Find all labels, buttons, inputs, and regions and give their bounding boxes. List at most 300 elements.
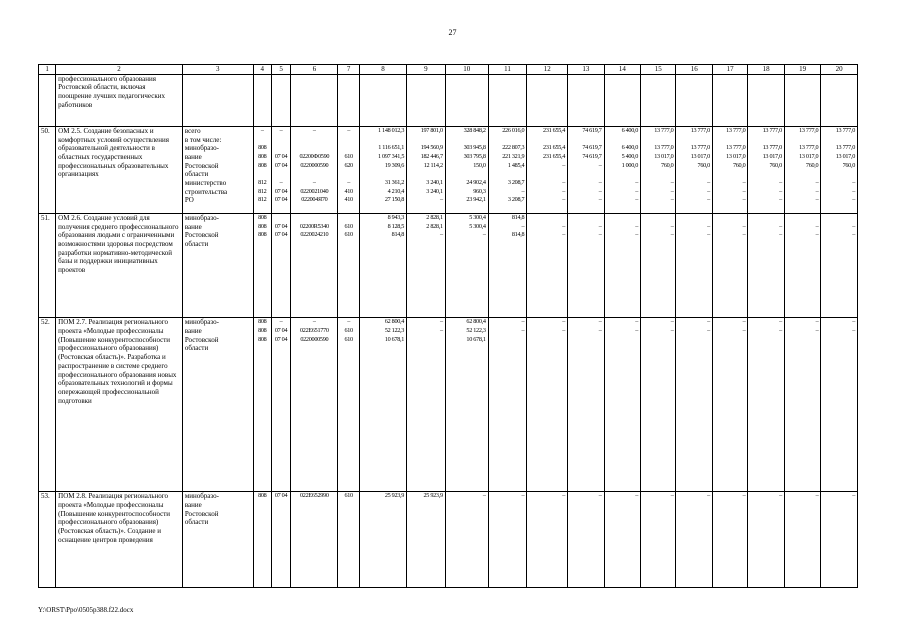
amount-cell [445,492,488,588]
amount-cell [407,126,446,213]
amount-value: – [742,318,746,326]
amount-value: 1 000,0 [621,161,639,169]
column-number-cell: 19 [784,65,820,75]
csr-code-cell-line [293,170,335,179]
vr-code-cell-line: 610 [344,335,353,343]
row-number: 52. [39,318,56,492]
amount-value: 13 017,0 [835,152,855,160]
csr-code-cell-line: 0220000590 [300,335,329,343]
amount-value [750,214,781,223]
row-number: 53. [39,492,56,588]
amount-cell [641,318,676,492]
column-number-cell: 16 [676,65,712,75]
rzpr-code-cell-line: – [279,126,283,134]
column-number-cell: 18 [748,65,784,75]
amount-cell [488,213,527,317]
rzpr-code-cell-line [274,136,288,145]
amount-cell [821,74,858,126]
amount-value: – [635,318,639,326]
rzpr-code-cell-line: 07 04 [274,196,288,204]
executor-cell-line: строительства [184,187,228,196]
amount-cell [784,213,820,317]
amount-value: – [779,231,782,239]
executor-cell-line: области [184,239,209,248]
vr-code-cell-line: 610 [344,492,353,500]
measure-description: ПОМ 2.8. Реализация регионального проекта «Молодые профессионалы (Повышение конкурентоспособности профессионального образования) (Ростовская область)». Создание и оснащение центров проведения [56,492,183,588]
amount-value: – [562,222,566,230]
amount-value [409,336,443,345]
amount-value: – [635,492,639,500]
amount-value: – [852,196,855,204]
row-number [39,74,56,126]
amount-value: – [779,318,782,326]
rzpr-code-cell-line: 07 04 [274,231,288,239]
amount-value [570,336,601,345]
amount-value: – [670,492,674,500]
csr-code-cell [291,126,338,213]
amount-value: 197 801,0 [420,126,443,134]
amount-value: – [598,187,602,195]
row-number: 51. [39,213,56,317]
executor-cell-line: области [184,170,209,179]
amount-cell [712,318,747,492]
amount-value: 328 848,2 [463,126,486,134]
grbs-code-cell-line: 808 [258,231,267,239]
vr-code-cell-line [340,144,356,153]
vr-code-cell [338,126,359,213]
amount-value: 3 208,7 [507,196,525,204]
grbs-code-cell-line: 808 [258,144,267,152]
amount-value: 27 150,8 [384,196,405,204]
amount-value: – [742,492,746,500]
amount-cell [748,318,784,492]
amount-value: 2 828,1 [426,222,443,230]
amount-value: 150,0 [473,161,486,169]
amount-value: – [707,231,710,239]
amount-cell [407,74,446,126]
csr-code-cell-line: – [312,318,316,326]
column-number-cell: 11 [488,65,527,75]
vr-code-cell-line: – [347,126,351,134]
grbs-code-cell-line: 812 [258,196,267,204]
amount-value: 226 016,0 [502,126,525,134]
amount-value [823,336,855,345]
amount-value: – [742,179,746,187]
vr-code-cell-line: 610 [344,222,353,230]
executor-cell-line: вание [184,152,202,161]
amount-cell [604,492,640,588]
amount-value [607,214,638,223]
amount-value: 194 560,9 [420,144,443,152]
column-number-cell: 5 [271,65,290,75]
amount-value: – [707,187,710,195]
amount-value: – [598,222,602,230]
vr-code-cell-line: – [347,318,351,326]
rzpr-code-cell-line: 07 04 [274,187,288,195]
amount-cell [527,74,568,126]
csr-code-cell [291,74,338,126]
amount-value: 5 400,0 [621,152,639,160]
amount-value: 814,8 [511,231,525,239]
rzpr-code-cell [271,126,290,213]
amount-value [607,170,638,179]
amount-cell [784,492,820,588]
column-number-cell: 6 [291,65,338,75]
amount-value: 13 777,0 [654,144,674,152]
rzpr-code-cell-line [274,214,288,223]
amount-cell [568,213,604,317]
vr-code-cell-line: 410 [344,187,353,195]
amount-value: 13 777,0 [690,126,710,134]
executor-cell-line: минобразо- [184,144,219,153]
amount-value: – [815,196,819,204]
amount-value [529,170,565,179]
amount-value: – [852,187,855,195]
amount-value: – [852,222,855,230]
amount-value [643,214,673,223]
amount-cell [359,492,406,588]
amount-value: – [742,231,746,239]
amount-cell [641,213,676,317]
amount-value: 23 942,1 [466,196,486,204]
amount-value [529,214,565,223]
executor-cell-line: области [184,344,209,353]
grbs-code-cell-line: 808 [258,152,267,160]
amount-value: – [815,222,819,230]
amount-value: – [815,326,819,334]
measure-description: профессионального образования Ростовской области, включая поощрение лучших педагогических работников [56,74,183,126]
executor-cell-line: минобразо- [184,492,219,501]
column-number-cell: 3 [182,65,253,75]
grbs-code-cell [253,213,271,317]
vr-code-cell-line: 410 [344,196,353,204]
amount-value: – [670,187,674,195]
executor-cell-line: Ростовской [184,509,219,518]
amount-value [409,170,443,179]
amount-value: – [852,179,855,187]
amount-value: 3 208,7 [507,179,525,187]
amount-value: – [852,318,855,326]
amount-value [491,336,525,345]
amount-value: – [598,179,602,187]
vr-code-cell-line: 610 [344,231,353,239]
amount-value: – [635,187,639,195]
amount-cell [604,74,640,126]
amount-value: 24 902,4 [466,179,486,187]
amount-cell [748,126,784,213]
amount-cell [821,492,858,588]
amount-cell [407,213,446,317]
amount-value: – [439,231,443,239]
file-path-footer: Y:\ORST\Ppo\0505p388.f22.docx [38,606,134,614]
amount-value: – [815,179,819,187]
rzpr-code-cell-line: 07 04 [274,152,288,160]
amount-value: – [562,492,566,500]
table-row [39,318,858,492]
amount-value [715,214,745,223]
amount-value [678,214,709,223]
amount-value: – [598,492,602,500]
amount-value: – [598,318,602,326]
rzpr-code-cell [271,318,290,492]
amount-value: – [815,492,819,500]
rzpr-code-cell-line: 07 04 [274,222,288,230]
table-row [39,74,858,126]
csr-code-cell-line: 02200R5340 [299,222,329,230]
amount-value [678,336,709,345]
row-number: 50. [39,126,56,213]
amount-value: – [742,196,746,204]
amount-value: 74 619,7 [582,126,602,134]
amount-value: – [742,326,746,334]
amount-cell [784,126,820,213]
amount-value: 19 309,6 [384,161,405,169]
csr-code-cell-line [293,136,335,145]
amount-value: 1 116 651,1 [378,144,405,152]
executor-cell [182,318,253,492]
amount-value [529,136,565,145]
csr-code-cell-line: 0220024210 [300,231,329,239]
amount-value: – [707,222,710,230]
amount-value: – [852,326,855,334]
amount-value: 13 777,0 [762,144,782,152]
amount-value: – [815,318,819,326]
grbs-code-cell-line [256,136,269,145]
amount-value: 25 923,9 [423,492,443,500]
column-number-cell: 4 [253,65,271,75]
grbs-code-cell-line: 812 [258,179,267,187]
csr-code-cell-line: 0220000590 [300,161,329,169]
amount-value: – [779,222,782,230]
amount-value [529,336,565,345]
amount-value: 13 777,0 [835,126,855,134]
amount-value: 31 361,2 [384,179,405,187]
amount-cell [604,318,640,492]
amount-value [448,170,486,179]
executor-cell-line: в том числе: [184,135,222,144]
amount-value: 231 655,4 [543,126,566,134]
amount-value: 231 655,4 [543,152,566,160]
executor-cell-line: Ростовской [184,335,219,344]
amount-value [787,214,818,223]
table-row [39,492,858,588]
amount-value: 960,3 [473,187,486,195]
csr-code-cell-line [293,214,335,223]
column-number-cell: 20 [821,65,858,75]
vr-code-cell-line: 610 [344,152,353,160]
amount-value: 303 945,8 [463,144,486,152]
column-number-cell: 12 [527,65,568,75]
amount-cell [488,492,527,588]
amount-cell [568,74,604,126]
amount-value: 62 800,4 [384,318,405,326]
amount-value: 760,0 [805,161,819,169]
amount-value: 1 485,4 [507,161,525,169]
executor-cell-line: области [184,518,209,527]
amount-value: – [635,231,639,239]
amount-value [750,170,781,179]
rzpr-code-cell-line: – [279,318,283,326]
amount-value: – [521,318,525,326]
rzpr-code-cell [271,213,290,317]
csr-code-cell-line: 02200Ф0590 [299,152,330,160]
rzpr-code-cell-line: 07 04 [274,326,288,334]
amount-cell [359,213,406,317]
amount-value [491,170,525,179]
amount-value: – [635,326,639,334]
csr-code-cell-line [293,144,335,153]
amount-value: 13 777,0 [726,126,746,134]
amount-value [607,136,638,145]
amount-value: 13 777,0 [762,126,782,134]
amount-value: 5 300,4 [469,213,486,221]
amount-value [643,136,673,145]
column-number-cell: 1 [39,65,56,75]
csr-code-cell-line: – [312,179,316,187]
amount-value: – [635,196,639,204]
amount-value: – [521,187,525,195]
amount-value: 8 128,5 [387,222,405,230]
amount-value: 13 777,0 [654,126,674,134]
amount-cell [407,318,446,492]
amount-value [643,170,673,179]
amount-cell [784,74,820,126]
vr-code-cell-line: – [347,179,351,187]
amount-value: – [742,222,746,230]
executor-cell-line: вание [184,222,202,231]
grbs-code-cell-line: 808 [258,492,267,500]
amount-value: – [707,326,710,334]
amount-value: 5 300,4 [469,222,486,230]
amount-value [678,170,709,179]
amount-value: 62 800,4 [466,318,486,326]
rzpr-code-cell [271,492,290,588]
amount-value: – [670,179,674,187]
measure-description: ПОМ 2.7. Реализация регионального проекта «Молодые профессионалы (Повышение конкурентоспособности профессионального образования) (Ростовская область)». Разработка и распространение в системе среднего профессионального образования новых образовательных технологий и формы опережающей профессиональной подготовки [56,318,183,492]
csr-code-cell-line: 0220021040 [300,187,329,195]
column-number-cell: 8 [359,65,406,75]
amount-value: – [521,492,525,500]
amount-value: – [635,179,639,187]
amount-value [491,136,525,145]
amount-value: – [815,187,819,195]
amount-cell [568,126,604,213]
amount-value: – [521,326,525,334]
vr-code-cell-line [340,136,356,145]
amount-value: 222 807,3 [502,144,525,152]
amount-value [787,336,818,345]
amount-value: 1 097 341,5 [378,152,405,160]
amount-value: – [598,231,602,239]
amount-value: 13 777,0 [799,144,819,152]
amount-value [570,214,601,223]
executor-cell-line: Ростовской [184,231,219,240]
amount-value: 13 017,0 [690,152,710,160]
amount-cell [604,126,640,213]
amount-cell [568,492,604,588]
amount-cell [527,213,568,317]
amount-value: 13 777,0 [799,126,819,134]
amount-value: – [635,222,639,230]
amount-value: – [562,179,566,187]
amount-value: 13 017,0 [654,152,674,160]
amount-value: – [670,326,674,334]
executor-cell-line: всего [184,126,201,135]
amount-value [362,170,404,179]
amount-cell [445,318,488,492]
amount-value: 231 655,4 [543,144,566,152]
amount-value: – [707,492,710,500]
amount-value [678,136,709,145]
amount-cell [527,126,568,213]
executor-cell [182,74,253,126]
amount-cell [527,318,568,492]
amount-value [787,170,818,179]
amount-value: – [670,196,674,204]
amount-value: 13 777,0 [726,144,746,152]
amount-cell [488,74,527,126]
amount-value: 221 321,9 [502,152,525,160]
executor-cell-line: вание [184,326,202,335]
amount-value: 1 148 012,3 [378,126,405,134]
vr-code-cell-line [340,170,356,179]
executor-cell [182,492,253,588]
amount-value: – [779,187,782,195]
amount-cell [445,74,488,126]
page-number: 27 [448,28,457,37]
rzpr-code-cell-line: 07 04 [274,492,288,500]
amount-value: – [562,326,566,334]
grbs-code-cell-line: 808 [258,318,267,326]
amount-value: 6 400,0 [621,144,639,152]
amount-cell [712,74,747,126]
amount-value: 3 240,1 [426,179,443,187]
amount-cell [712,126,747,213]
csr-code-cell-line: 022Е651770 [300,326,329,334]
amount-value: – [482,492,486,500]
amount-value: – [598,326,602,334]
column-number-cell: 2 [56,65,183,75]
amount-value: 303 795,8 [463,152,486,160]
amount-cell [748,74,784,126]
amount-value: – [707,179,710,187]
rzpr-code-cell-line [274,144,288,153]
column-number-cell: 17 [712,65,747,75]
grbs-code-cell [253,318,271,492]
table-row [39,213,858,317]
amount-value: – [482,231,486,239]
amount-cell [821,318,858,492]
amount-value [607,336,638,345]
column-number-cell: 13 [568,65,604,75]
amount-value [787,136,818,145]
rzpr-code-cell-line: – [279,179,283,187]
amount-cell [676,213,712,317]
amount-value: – [852,492,855,500]
amount-cell [445,126,488,213]
amount-value: 13 777,0 [835,144,855,152]
amount-value [448,136,486,145]
amount-value: – [562,187,566,195]
amount-value [750,336,781,345]
executor-cell-line: министерство [184,179,227,188]
vr-code-cell-line: 620 [344,161,353,169]
grbs-code-cell-line: 808 [258,335,267,343]
executor-cell-line: минобразо- [184,213,219,222]
amount-value: – [439,318,443,326]
amount-cell [359,74,406,126]
vr-code-cell [338,213,359,317]
